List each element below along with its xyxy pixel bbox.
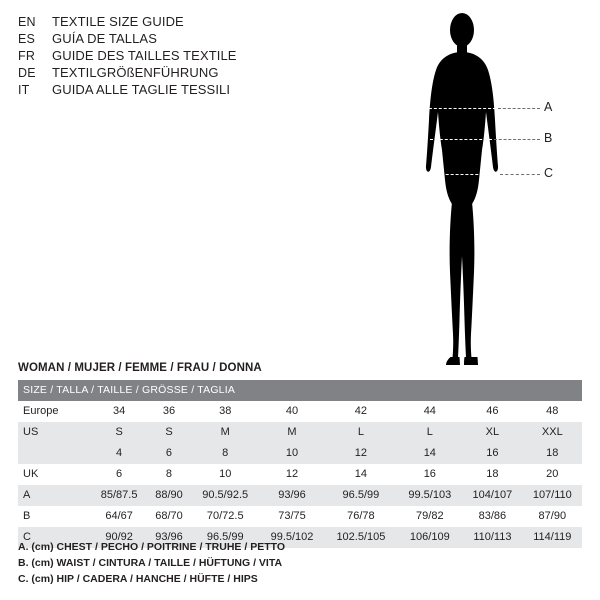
language-title: TEXTILE SIZE GUIDE bbox=[52, 14, 184, 29]
table-cell: XL bbox=[485, 426, 500, 438]
row-label: US bbox=[23, 426, 39, 438]
language-row bbox=[18, 48, 378, 63]
table-caption: WOMAN / MUJER / FEMME / FRAU / DONNA bbox=[18, 362, 262, 374]
row-label: B bbox=[23, 510, 31, 522]
language-row bbox=[18, 82, 378, 97]
table-cell: 106/109 bbox=[409, 531, 450, 543]
table-cell: 18 bbox=[486, 468, 499, 480]
measurement-notes bbox=[18, 540, 285, 588]
table-cell: 10 bbox=[219, 468, 232, 480]
table-cell: 110/113 bbox=[473, 531, 512, 543]
table-cell: 8 bbox=[165, 468, 173, 480]
table-cell: 70/72.5 bbox=[206, 510, 244, 522]
table-cell: 16 bbox=[423, 468, 436, 480]
table-cell: 4 bbox=[116, 447, 123, 459]
table-cell: 10 bbox=[285, 447, 299, 459]
table-row bbox=[18, 443, 582, 464]
table-row bbox=[18, 485, 582, 506]
table-cell: S bbox=[165, 426, 173, 438]
language-title: GUIDE DES TAILLES TEXTILE bbox=[52, 48, 237, 63]
language-row bbox=[18, 31, 378, 46]
row-label bbox=[18, 443, 91, 464]
table-cell: 64/67 bbox=[105, 510, 133, 522]
measure-line-chest-extension bbox=[498, 108, 540, 109]
measure-line-hip bbox=[426, 174, 498, 175]
table-cell: 90.5/92.5 bbox=[202, 489, 249, 501]
measure-line-waist bbox=[430, 139, 492, 140]
language-code: EN bbox=[18, 15, 36, 29]
table-cell: 90/92 bbox=[105, 531, 133, 543]
row-label: UK bbox=[23, 468, 39, 480]
row-label: C bbox=[23, 531, 31, 543]
table-cell: M bbox=[220, 426, 230, 438]
measure-line-waist-extension bbox=[494, 139, 540, 140]
size-table bbox=[18, 380, 582, 548]
table-cell: 88/90 bbox=[155, 489, 183, 501]
measure-label-a: A bbox=[544, 100, 553, 114]
language-code: IT bbox=[18, 83, 30, 97]
table-cell: 12 bbox=[354, 447, 368, 459]
table-header-label: SIZE / TALLA / TAILLE / GRÖSSE / TAGLIA bbox=[23, 384, 236, 396]
table-header-row bbox=[18, 380, 582, 401]
table-cell: 76/78 bbox=[347, 510, 375, 522]
language-title: GUIDA ALLE TAGLIE TESSILI bbox=[52, 82, 231, 97]
language-row bbox=[18, 14, 378, 29]
table-cell: 99.5/103 bbox=[408, 489, 452, 501]
female-silhouette-icon bbox=[402, 8, 522, 368]
table-cell: 42 bbox=[354, 405, 368, 417]
table-row bbox=[18, 464, 582, 485]
table-cell: 87/90 bbox=[538, 510, 567, 522]
table-cell: 6 bbox=[165, 447, 173, 459]
note-waist: B. (cm) WAIST / CINTURA / TAILLE / HÜFTUNG / VITA bbox=[18, 557, 283, 569]
table-cell: 48 bbox=[546, 405, 559, 417]
table-cell: L bbox=[426, 426, 433, 438]
table-cell: 44 bbox=[423, 405, 436, 417]
table-cell: 79/82 bbox=[416, 510, 444, 522]
table-cell: 6 bbox=[116, 468, 123, 480]
row-label: A bbox=[23, 489, 31, 501]
note-chest: A. (cm) CHEST / PECHO / POITRINE / TRUHE / PETTO bbox=[18, 541, 286, 553]
table-cell: 38 bbox=[219, 405, 232, 417]
language-header-block bbox=[18, 14, 378, 99]
table-row bbox=[18, 422, 582, 443]
table-cell: 96.5/99 bbox=[206, 531, 244, 543]
table-cell: S bbox=[115, 426, 123, 438]
table-cell: 20 bbox=[546, 468, 559, 480]
measure-label-c: C bbox=[544, 166, 554, 180]
table-cell: 107/110 bbox=[532, 489, 572, 501]
measure-line-hip-extension bbox=[500, 174, 540, 175]
table-cell: 40 bbox=[285, 405, 299, 417]
table-cell: 73/75 bbox=[278, 510, 306, 522]
table-cell: L bbox=[357, 426, 364, 438]
measure-line-chest bbox=[424, 108, 496, 109]
table-cell: 96.5/99 bbox=[342, 489, 380, 501]
table-row bbox=[18, 401, 582, 422]
table-cell: 114/119 bbox=[533, 531, 572, 543]
table-cell: 34 bbox=[112, 405, 126, 417]
language-title: GUÍA DE TALLAS bbox=[52, 31, 157, 46]
body-figure bbox=[382, 8, 582, 368]
table-cell: 14 bbox=[423, 447, 436, 459]
language-code: ES bbox=[18, 32, 36, 46]
language-code: DE bbox=[18, 66, 36, 80]
table-cell: 8 bbox=[222, 447, 229, 459]
row-label: Europe bbox=[23, 405, 59, 417]
table-cell: M bbox=[287, 426, 297, 438]
table-cell: 93/96 bbox=[155, 531, 183, 543]
note-hip: C. (cm) HIP / CADERA / HANCHE / HÜFTE / HIPS bbox=[18, 573, 258, 585]
language-code: FR bbox=[18, 49, 36, 63]
table-cell: 104/107 bbox=[472, 489, 513, 501]
table-cell: 93/96 bbox=[278, 489, 306, 501]
table-cell: 85/87.5 bbox=[100, 489, 138, 501]
table-cell: 83/86 bbox=[478, 510, 507, 522]
table-cell: 16 bbox=[486, 447, 499, 459]
table-cell: XXL bbox=[541, 426, 563, 438]
measure-label-b: B bbox=[544, 131, 553, 145]
table-cell: 36 bbox=[162, 405, 176, 417]
language-row bbox=[18, 65, 378, 80]
language-title: TEXTILGRÖßENFÜHRUNG bbox=[52, 65, 219, 80]
table-cell: 99.5/102 bbox=[270, 531, 314, 543]
table-cell: 68/70 bbox=[155, 510, 183, 522]
table-cell: 46 bbox=[486, 405, 499, 417]
table-cell: 14 bbox=[354, 468, 368, 480]
table-row bbox=[18, 506, 582, 527]
table-cell: 18 bbox=[546, 447, 559, 459]
table-cell: 12 bbox=[285, 468, 299, 480]
table-cell: 102.5/105 bbox=[336, 531, 386, 543]
